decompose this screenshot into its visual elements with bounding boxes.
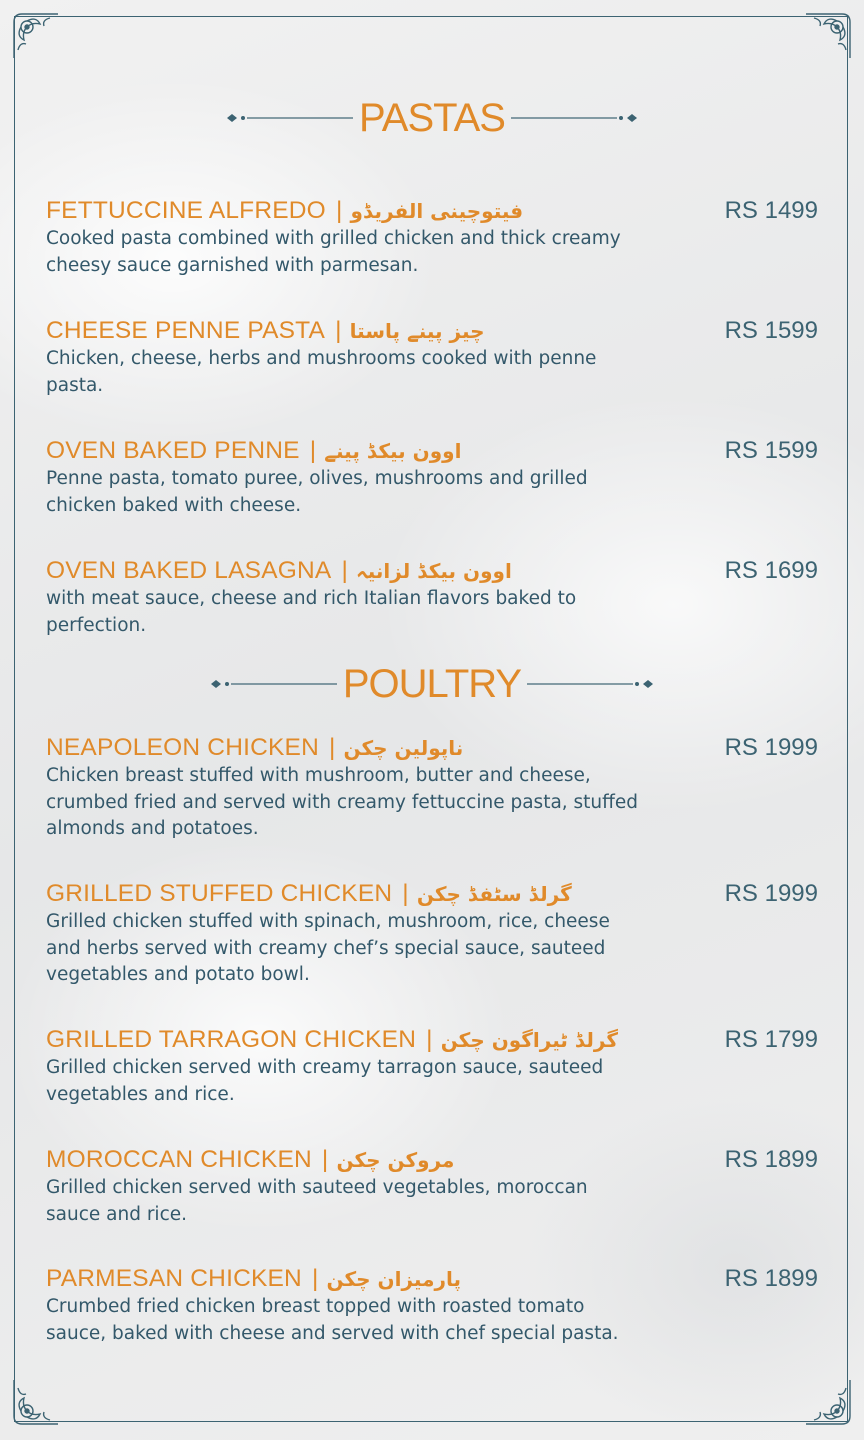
- menu-item: [46, 879, 826, 989]
- item-name: OVEN BAKED LASAGNA: [46, 557, 332, 584]
- item-title: [46, 316, 826, 346]
- item-title: [46, 1145, 826, 1175]
- item-description: Crumbed fried chicken breast topped with roasted tomato sauce, baked with cheese and served with chef special pasta.: [46, 1296, 619, 1344]
- item-description: Grilled chicken served with creamy tarragon sauce, sauteed vegetables and rice.: [46, 1057, 604, 1105]
- divider-right-icon: [527, 678, 653, 690]
- divider-left-icon: [211, 678, 337, 690]
- corner-ornament-icon: [10, 10, 62, 62]
- item-price: RS 1999: [724, 880, 818, 907]
- item-title: [46, 879, 826, 909]
- section-heading-pastas: [0, 88, 864, 148]
- item-price: RS 1799: [724, 1026, 818, 1053]
- section-title: POULTRY: [342, 662, 522, 706]
- item-name: OVEN BAKED PENNE: [46, 437, 300, 464]
- item-name-urdu: گرلڈ سٹفڈ چکن: [416, 882, 572, 906]
- title-separator: |: [341, 557, 349, 584]
- item-price: RS 1599: [724, 437, 818, 464]
- menu-item: [46, 316, 826, 399]
- title-separator: |: [426, 1026, 433, 1053]
- menu-item: [46, 733, 826, 843]
- title-separator: |: [328, 734, 336, 761]
- section-title: PASTAS: [359, 96, 505, 140]
- corner-ornament-icon: [10, 1376, 62, 1428]
- item-name: NEAPOLEON CHICKEN: [46, 734, 319, 761]
- item-name-urdu: پارمیزان چکن: [326, 1267, 461, 1291]
- item-title: [46, 556, 826, 586]
- item-name-urdu: مروکن چکن: [336, 1148, 455, 1172]
- title-separator: |: [335, 317, 342, 344]
- divider-left-icon: [227, 112, 353, 124]
- menu-item: [46, 1145, 826, 1228]
- title-separator: |: [309, 437, 317, 464]
- item-name-urdu: اوون بیکڈ لزانیہ: [356, 559, 512, 583]
- menu-item: [46, 1025, 826, 1108]
- menu-item: [46, 436, 826, 519]
- item-name: FETTUCCINE ALFREDO: [46, 197, 326, 224]
- item-title: [46, 1264, 826, 1294]
- item-description: with meat sauce, cheese and rich Italian flavors baked to perfection.: [46, 588, 577, 636]
- item-price: RS 1499: [724, 197, 818, 224]
- item-name: GRILLED STUFFED CHICKEN: [46, 880, 393, 907]
- corner-ornament-icon: [802, 10, 854, 62]
- item-name: MOROCCAN CHICKEN: [46, 1146, 312, 1173]
- item-price: RS 1599: [724, 317, 818, 344]
- item-name-urdu: فیتوچینی الفریڈو: [350, 199, 524, 223]
- item-description: Chicken breast stuffed with mushroom, butter and cheese, crumbed fried and served with creamy fettuccine pasta, stuffed almonds and potatoes.: [46, 765, 639, 839]
- item-description: Penne pasta, tomato puree, olives, mushrooms and grilled chicken baked with cheese.: [46, 468, 588, 516]
- title-separator: |: [311, 1265, 319, 1292]
- section-heading-poultry: [0, 654, 864, 714]
- title-separator: |: [321, 1146, 329, 1173]
- divider-right-icon: [511, 112, 637, 124]
- title-separator: |: [335, 197, 343, 224]
- item-name-urdu: ناپولین چکن: [343, 736, 464, 760]
- item-name: GRILLED TARRAGON CHICKEN: [46, 1026, 417, 1053]
- menu-item: [46, 556, 826, 639]
- item-price: RS 1899: [724, 1265, 818, 1292]
- item-title: [46, 1025, 826, 1055]
- item-description: Cooked pasta combined with grilled chicken and thick creamy cheesy sauce garnished with parmesan.: [46, 228, 621, 276]
- item-title: [46, 196, 826, 226]
- item-name-urdu: چیز پینے پاستا: [349, 319, 485, 343]
- menu-item: [46, 196, 826, 279]
- menu-item: [46, 1264, 826, 1347]
- item-price: RS 1699: [724, 557, 818, 584]
- item-name: PARMESAN CHICKEN: [46, 1265, 302, 1292]
- item-title: [46, 733, 826, 763]
- item-name-urdu: اوون بیکڈ پینے: [324, 439, 462, 463]
- item-description: Grilled chicken served with sauteed vegetables, moroccan sauce and rice.: [46, 1177, 588, 1225]
- item-title: [46, 436, 826, 466]
- corner-ornament-icon: [802, 1376, 854, 1428]
- item-price: RS 1899: [724, 1146, 818, 1173]
- item-description: Grilled chicken stuffed with spinach, mushroom, rice, cheese and herbs served with creamy chef’s special sauce, sauteed vegetables and potato bowl.: [46, 911, 610, 985]
- item-name-urdu: گرلڈ ٹیراگون چکن: [440, 1028, 619, 1052]
- item-price: RS 1999: [724, 734, 818, 761]
- title-separator: |: [402, 880, 409, 907]
- item-name: CHEESE PENNE PASTA: [46, 317, 326, 344]
- item-description: Chicken, cheese, herbs and mushrooms cooked with penne pasta.: [46, 348, 597, 396]
